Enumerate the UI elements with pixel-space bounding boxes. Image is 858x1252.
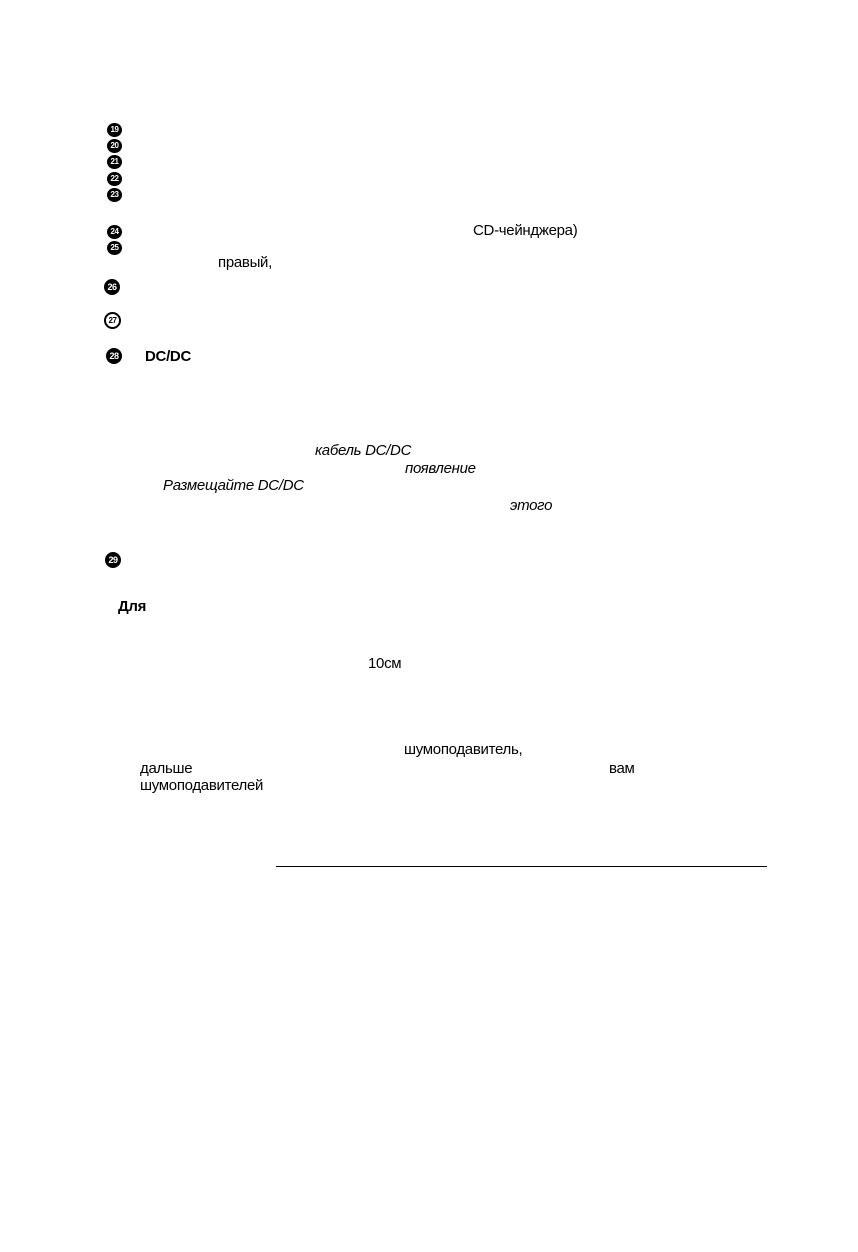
- text-for: Для: [118, 598, 147, 615]
- text-you: вам: [609, 760, 635, 777]
- marker-23: 23: [107, 188, 122, 202]
- text-cd-changer: CD-чейнджера): [473, 222, 578, 239]
- text-this: этого: [510, 497, 553, 514]
- text-ten-cm: 10см: [368, 655, 402, 672]
- text-cable-dcdc: кабель DC/DC: [315, 442, 412, 459]
- marker-27: 27: [104, 312, 121, 329]
- text-noise-suppressors: шумоподавителей: [140, 777, 264, 794]
- marker-22: 22: [107, 172, 122, 186]
- marker-21: 21: [107, 155, 122, 169]
- marker-26: 26: [104, 279, 120, 295]
- text-appearance: появление: [405, 460, 476, 477]
- text-further: дальше: [140, 760, 193, 777]
- marker-28: 28: [106, 348, 122, 364]
- marker-25: 25: [107, 241, 122, 255]
- marker-19: 19: [107, 123, 122, 137]
- marker-20: 20: [107, 139, 122, 153]
- text-right: правый,: [218, 254, 273, 271]
- marker-29: 29: [105, 552, 121, 568]
- text-dcdc-heading: DC/DC: [145, 348, 191, 365]
- marker-24: 24: [107, 225, 122, 239]
- text-place-dcdc: Размещайте DC/DC: [163, 477, 304, 494]
- text-noise-suppressor: шумоподавитель,: [404, 741, 523, 758]
- horizontal-rule: [276, 866, 767, 867]
